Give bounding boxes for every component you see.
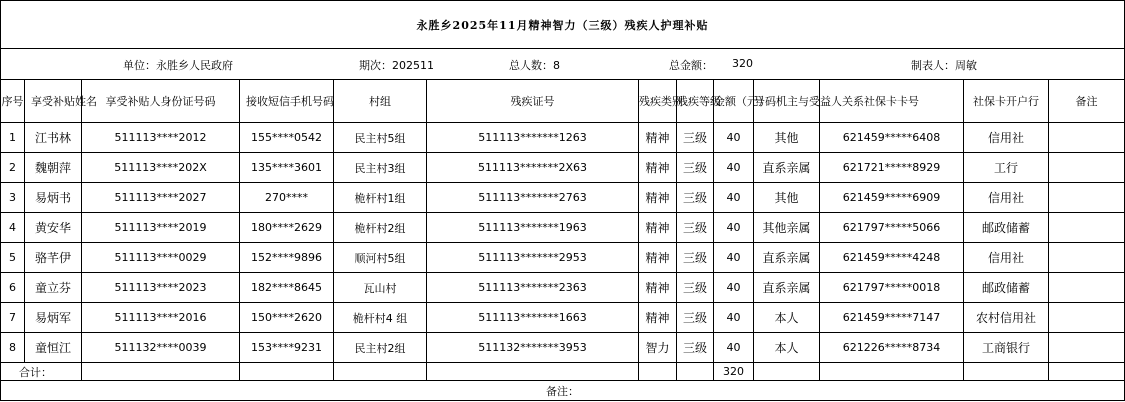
cell-village[interactable]: 民主村5组 bbox=[334, 123, 427, 153]
cell-phone[interactable]: 150****2620 bbox=[240, 303, 334, 333]
meta-info bbox=[1, 49, 1125, 80]
cell-disability-level[interactable]: 三级 bbox=[677, 213, 714, 243]
cell-card-number[interactable]: 621721*****8929 bbox=[820, 153, 964, 183]
cell-amount[interactable]: 40 bbox=[714, 303, 754, 333]
cell-id-number[interactable]: 511113****2012 bbox=[82, 123, 240, 153]
cell-index[interactable]: 3 bbox=[1, 183, 25, 213]
cell-index[interactable]: 5 bbox=[1, 243, 25, 273]
cell-index[interactable]: 4 bbox=[1, 213, 25, 243]
cell-phone[interactable]: 270**** bbox=[240, 183, 334, 213]
total-empty-cell[interactable] bbox=[334, 363, 427, 381]
cell-village[interactable]: 桅杆村1组 bbox=[334, 183, 427, 213]
total-row bbox=[1, 363, 1125, 381]
cell-phone[interactable]: 155****0542 bbox=[240, 123, 334, 153]
col-header-id-number: 享受补贴人身份证号码 bbox=[82, 80, 240, 123]
total-empty-cell[interactable] bbox=[964, 363, 1049, 381]
cell-disability-cert[interactable]: 511113*******2363 bbox=[427, 273, 639, 303]
table-row bbox=[1, 303, 1125, 333]
cell-disability-level[interactable]: 三级 bbox=[677, 243, 714, 273]
cell-card-number[interactable]: 621459*****4248 bbox=[820, 243, 964, 273]
cell-disability-level[interactable]: 三级 bbox=[677, 303, 714, 333]
total-empty-cell[interactable] bbox=[820, 363, 964, 381]
col-header-disability-level: 残疾等级 bbox=[677, 80, 714, 123]
cell-bank[interactable]: 工商银行 bbox=[964, 333, 1049, 363]
table-row bbox=[1, 123, 1125, 153]
cell-disability-type[interactable]: 精神 bbox=[639, 183, 677, 213]
cell-remarks[interactable] bbox=[1049, 243, 1125, 273]
cell-index[interactable]: 8 bbox=[1, 333, 25, 363]
col-header-amount: 金额（元） bbox=[714, 80, 754, 123]
cell-village[interactable]: 瓦山村 bbox=[334, 273, 427, 303]
cell-amount[interactable]: 40 bbox=[714, 213, 754, 243]
cell-disability-cert[interactable]: 511113*******2X63 bbox=[427, 153, 639, 183]
cell-bank[interactable]: 信用社 bbox=[964, 183, 1049, 213]
cell-disability-cert[interactable]: 511113*******1263 bbox=[427, 123, 639, 153]
cell-index[interactable]: 7 bbox=[1, 303, 25, 333]
note-row bbox=[1, 381, 1125, 401]
note-label: 备注： bbox=[1, 381, 1125, 401]
total-empty-cell[interactable] bbox=[240, 363, 334, 381]
col-header-phone: 接收短信手机号码 bbox=[240, 80, 334, 123]
cell-relation[interactable]: 本人 bbox=[754, 303, 820, 333]
cell-id-number[interactable]: 511113****0029 bbox=[82, 243, 240, 273]
cell-phone[interactable]: 152****9896 bbox=[240, 243, 334, 273]
cell-name[interactable]: 魏朝萍 bbox=[25, 153, 82, 183]
cell-name[interactable]: 黄安华 bbox=[25, 213, 82, 243]
maker-label: 制表人：周敏 bbox=[911, 59, 977, 72]
cell-name[interactable]: 易炳军 bbox=[25, 303, 82, 333]
cell-card-number[interactable]: 621797*****5066 bbox=[820, 213, 964, 243]
page-title: 永胜乡2025年11月精神智力（三级）残疾人护理补贴 bbox=[1, 1, 1125, 49]
cell-amount[interactable]: 40 bbox=[714, 273, 754, 303]
cell-village[interactable]: 民主村2组 bbox=[334, 333, 427, 363]
total-sum-value[interactable]: 320 bbox=[714, 363, 754, 381]
table-row bbox=[1, 183, 1125, 213]
count-label: 总人数：8 bbox=[509, 59, 560, 72]
table-row bbox=[1, 243, 1125, 273]
cell-disability-type[interactable]: 精神 bbox=[639, 213, 677, 243]
cell-amount[interactable]: 40 bbox=[714, 333, 754, 363]
cell-phone[interactable]: 135****3601 bbox=[240, 153, 334, 183]
cell-name[interactable]: 江书林 bbox=[25, 123, 82, 153]
table-row bbox=[1, 213, 1125, 243]
unit-label: 单位：永胜乡人民政府 bbox=[123, 59, 233, 72]
cell-relation[interactable]: 本人 bbox=[754, 333, 820, 363]
cell-remarks[interactable] bbox=[1049, 303, 1125, 333]
cell-disability-level[interactable]: 三级 bbox=[677, 333, 714, 363]
cell-disability-cert[interactable]: 511113*******1963 bbox=[427, 213, 639, 243]
cell-id-number[interactable]: 511132****0039 bbox=[82, 333, 240, 363]
cell-card-number[interactable]: 621459*****6408 bbox=[820, 123, 964, 153]
total-label: 合计： bbox=[1, 363, 82, 381]
cell-id-number[interactable]: 511113****2019 bbox=[82, 213, 240, 243]
cell-disability-level[interactable]: 三级 bbox=[677, 153, 714, 183]
cell-village[interactable]: 民主村3组 bbox=[334, 153, 427, 183]
total-empty-cell[interactable] bbox=[754, 363, 820, 381]
table-row bbox=[1, 333, 1125, 363]
cell-relation[interactable]: 直系亲属 bbox=[754, 273, 820, 303]
total-empty-cell[interactable] bbox=[1049, 363, 1125, 381]
col-header-name: 享受补贴姓名 bbox=[25, 80, 82, 123]
cell-remarks[interactable] bbox=[1049, 183, 1125, 213]
cell-disability-level[interactable]: 三级 bbox=[677, 273, 714, 303]
cell-remarks[interactable] bbox=[1049, 213, 1125, 243]
cell-name[interactable]: 童立芬 bbox=[25, 273, 82, 303]
cell-relation[interactable]: 其他 bbox=[754, 183, 820, 213]
cell-relation[interactable]: 直系亲属 bbox=[754, 243, 820, 273]
cell-relation[interactable]: 直系亲属 bbox=[754, 153, 820, 183]
cell-disability-type[interactable]: 精神 bbox=[639, 303, 677, 333]
cell-bank[interactable]: 邮政储蓄 bbox=[964, 213, 1049, 243]
cell-disability-type[interactable]: 智力 bbox=[639, 333, 677, 363]
cell-disability-type[interactable]: 精神 bbox=[639, 243, 677, 273]
total-amount-label: 总金额： bbox=[669, 59, 713, 72]
total-empty-cell[interactable] bbox=[82, 363, 240, 381]
cell-disability-cert[interactable]: 511113*******2953 bbox=[427, 243, 639, 273]
cell-village[interactable]: 桅杆村4 组 bbox=[334, 303, 427, 333]
col-header-remarks: 备注 bbox=[1049, 80, 1125, 123]
cell-remarks[interactable] bbox=[1049, 153, 1125, 183]
col-header-disability-type: 残疾类别 bbox=[639, 80, 677, 123]
cell-phone[interactable]: 182****8645 bbox=[240, 273, 334, 303]
cell-name[interactable]: 易炳书 bbox=[25, 183, 82, 213]
cell-bank[interactable]: 邮政储蓄 bbox=[964, 273, 1049, 303]
cell-amount[interactable]: 40 bbox=[714, 153, 754, 183]
cell-name[interactable]: 骆芊伊 bbox=[25, 243, 82, 273]
cell-amount[interactable]: 40 bbox=[714, 123, 754, 153]
cell-disability-type[interactable]: 精神 bbox=[639, 153, 677, 183]
cell-village[interactable]: 顺河村5组 bbox=[334, 243, 427, 273]
cell-remarks[interactable] bbox=[1049, 333, 1125, 363]
total-empty-cell[interactable] bbox=[677, 363, 714, 381]
cell-disability-level[interactable]: 三级 bbox=[677, 123, 714, 153]
cell-disability-type[interactable]: 精神 bbox=[639, 123, 677, 153]
cell-disability-cert[interactable]: 511113*******1663 bbox=[427, 303, 639, 333]
cell-card-number[interactable]: 621459*****7147 bbox=[820, 303, 964, 333]
cell-card-number[interactable]: 621797*****0018 bbox=[820, 273, 964, 303]
cell-remarks[interactable] bbox=[1049, 273, 1125, 303]
cell-disability-type[interactable]: 精神 bbox=[639, 273, 677, 303]
cell-bank[interactable]: 工行 bbox=[964, 153, 1049, 183]
cell-id-number[interactable]: 511113****202X bbox=[82, 153, 240, 183]
cell-relation[interactable]: 其他 bbox=[754, 123, 820, 153]
cell-bank[interactable]: 信用社 bbox=[964, 243, 1049, 273]
cell-phone[interactable]: 180****2629 bbox=[240, 213, 334, 243]
cell-index[interactable]: 2 bbox=[1, 153, 25, 183]
cell-disability-cert[interactable]: 511113*******2763 bbox=[427, 183, 639, 213]
total-empty-cell[interactable] bbox=[639, 363, 677, 381]
col-header-bank: 社保卡开户行 bbox=[964, 80, 1049, 123]
cell-id-number[interactable]: 511113****2027 bbox=[82, 183, 240, 213]
total-amount-value: 320 bbox=[732, 57, 753, 70]
cell-amount[interactable]: 40 bbox=[714, 243, 754, 273]
cell-index[interactable]: 6 bbox=[1, 273, 25, 303]
cell-village[interactable]: 桅杆村2组 bbox=[334, 213, 427, 243]
cell-id-number[interactable]: 511113****2016 bbox=[82, 303, 240, 333]
cell-index[interactable]: 1 bbox=[1, 123, 25, 153]
cell-bank[interactable]: 农村信用社 bbox=[964, 303, 1049, 333]
col-header-village: 村组 bbox=[334, 80, 427, 123]
col-header-relation: 号码机主与受益人关系 bbox=[754, 80, 820, 123]
col-header-index: 序号 bbox=[1, 80, 25, 123]
cell-name[interactable]: 童恒江 bbox=[25, 333, 82, 363]
total-empty-cell[interactable] bbox=[427, 363, 639, 381]
cell-disability-level[interactable]: 三级 bbox=[677, 183, 714, 213]
cell-card-number[interactable]: 621226*****8734 bbox=[820, 333, 964, 363]
cell-remarks[interactable] bbox=[1049, 123, 1125, 153]
cell-id-number[interactable]: 511113****2023 bbox=[82, 273, 240, 303]
table-row bbox=[1, 273, 1125, 303]
cell-card-number[interactable]: 621459*****6909 bbox=[820, 183, 964, 213]
cell-bank[interactable]: 信用社 bbox=[964, 123, 1049, 153]
cell-amount[interactable]: 40 bbox=[714, 183, 754, 213]
col-header-card-number: 社保卡卡号 bbox=[820, 80, 964, 123]
period-label: 期次：202511 bbox=[359, 59, 434, 72]
cell-relation[interactable]: 其他亲属 bbox=[754, 213, 820, 243]
cell-phone[interactable]: 153****9231 bbox=[240, 333, 334, 363]
table-row bbox=[1, 153, 1125, 183]
cell-disability-cert[interactable]: 511132*******3953 bbox=[427, 333, 639, 363]
col-header-disability-cert: 残疾证号 bbox=[427, 80, 639, 123]
